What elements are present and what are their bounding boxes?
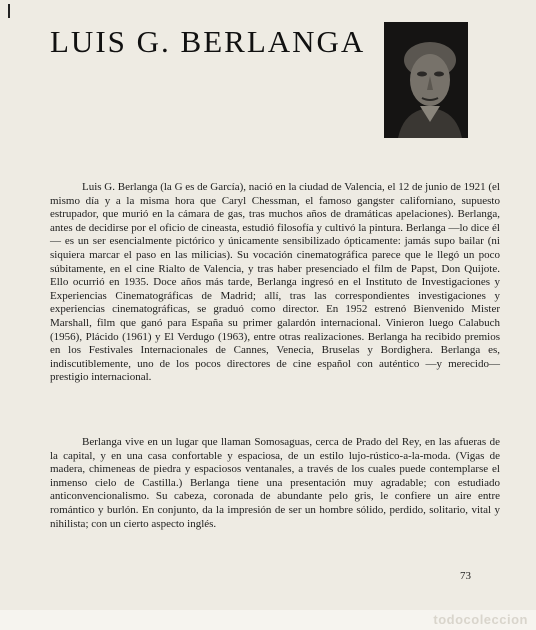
body-paragraph-1: Luis G. Berlanga (la G es de García), nació en la ciudad de Valencia, el 12 de junio de 1921 (el mismo día y a la misma hora que Caryl Chessman, el famoso gangster californiano, supuesto estrupador, que murió en la cámara de gas, tras muchos años de dramáticas apelaciones). Berlanga, antes de decidirse por el oficio de cineasta, estudió filosofía y cultivó la pintura. Berlanga —lo dice él— es un ser esencialmente pictórico y únicamente sensibilizado ópticamente: jamás supo bailar (ni siquiera marcar el paso en las milicias). Su vocación cinematográfica parece que le llegó un poco súbitamente, en el cine Rialto de Valencia, y tras haber presenciado el film de Papst, Don Quijote. Ello ocurrió en 1935. Doce años más tarde, Berlanga ingresó en el Instituto de Investigaciones y Experiencias Cinematográficas de Madrid; allí, tras las correspondientes investigaciones y experiencias cinematográficas, se graduó como director. En 1952 estrenó Bienvenido Mister Marshall, film que ganó para España su primer galardón internacional. Vinieron luego Calabuch (1956), Plácido (1961) y El Verdugo (1963), entre otras realizaciones. Berlanga ha recibido premios en los Festivales Internacionales de Cannes, Venecia, Bruselas y Bordighera. Berlanga es, indiscutiblemente, uno de los pocos directores de cine español con auténtico —y merecido— prestigio internacional.	[50, 181, 500, 384]
page-number: 73	[460, 570, 471, 582]
edge-mark	[8, 4, 10, 18]
page-title: LUIS G. BERLANGA	[50, 24, 366, 59]
watermark-strip	[0, 610, 536, 630]
body-paragraph-2: Berlanga vive en un lugar que llaman Somosaguas, cerca de Prado del Rey, en las afueras de la capital, y en una casa confortable y espaciosa, de un estilo lujo-rústico-a-la-moda. (Vigas de madera, chimeneas de piedra y espaciosos ventanales, a través de los cuales puede contemplarse el inmenso cielo de Castilla.) Berlanga tiene una presentación muy agradable; con estudiado anticonvencionalismo. Su cabeza, coronada de abundante pelo gris, le confiere un aire entre romántico y burlón. En conjunto, da la impresión de ser un hombre sólido, perdido, solitario, vital y nihilista; con un cierto aspecto inglés.	[50, 436, 500, 530]
portrait-photo	[384, 22, 468, 138]
watermark-text: todocoleccion	[433, 612, 528, 627]
